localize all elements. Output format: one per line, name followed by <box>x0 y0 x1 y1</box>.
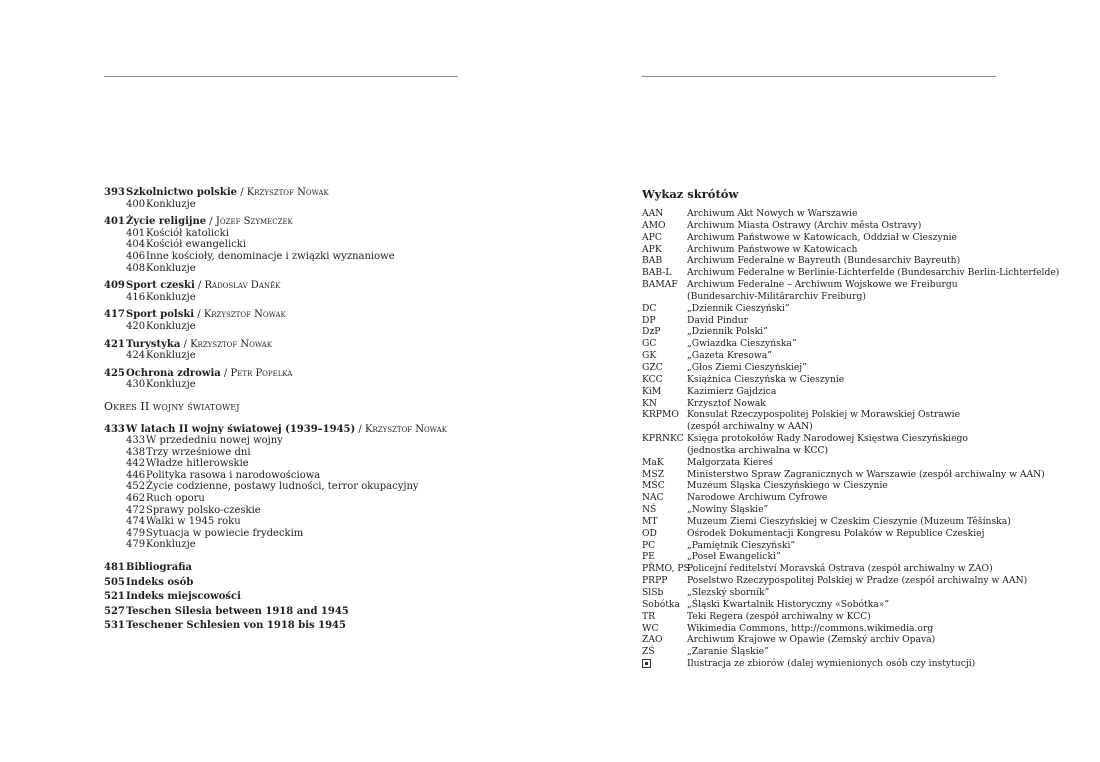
toc-subentry-title: Życie codzienne, postawy ludności, terror okupacyjny <box>146 481 419 493</box>
toc-subentry-title: Ruch oporu <box>146 493 205 505</box>
toc-subentry-page: 438 <box>126 446 146 458</box>
back-matter-title: Teschener Schlesien von 1918 bis 1945 <box>126 620 346 632</box>
abbr-code: KRPMO <box>642 409 679 421</box>
abbreviation-row <box>642 374 1012 386</box>
toc-entry-heading <box>104 368 494 380</box>
toc-subentry-page: 404 <box>126 239 146 251</box>
toc-author: Petr Popelka <box>230 367 293 379</box>
toc-subentry-page: 479 <box>126 527 146 539</box>
header-rule-left <box>104 76 458 77</box>
abbr-code: WC <box>642 622 659 634</box>
abbr-description: Narodowe Archiwum Cyfrowe <box>687 492 828 504</box>
abbr-description: „Pamiętnik Cieszyński” <box>687 539 796 551</box>
header-rule-right <box>642 76 996 77</box>
illustration-note-row <box>642 658 1012 671</box>
toc-subentry-page: 442 <box>126 458 146 470</box>
abbr-description: Ośrodek Dokumentacji Kongresu Polaków w Republice Czeskiej <box>687 527 985 539</box>
toc-subentry-title: W przededniu nowej wojny <box>146 435 283 447</box>
abbreviation-row <box>642 267 1060 279</box>
abbreviations-list <box>642 187 1060 671</box>
abbr-description: „Zaranie Śląskie” <box>687 646 769 658</box>
toc-subentry <box>104 263 494 275</box>
toc-subentry <box>104 481 494 493</box>
toc-subentry-title: Władze hitlerowskie <box>146 458 249 470</box>
toc-subentry-title: Sprawy polsko-czeskie <box>146 504 261 516</box>
toc-author: Krzysztof Nowak <box>203 309 286 321</box>
toc-title: Szkolnictwo polskie <box>126 187 238 198</box>
abbr-code: PRPP <box>642 575 668 587</box>
abbr-code <box>642 291 687 303</box>
toc-subentry <box>104 505 494 517</box>
toc-subentry <box>104 239 494 251</box>
toc-subentry-page: 424 <box>126 350 146 362</box>
toc-author: Radoslav Daněk <box>204 280 281 292</box>
toc-subentry <box>104 516 494 528</box>
abbreviations-title: Wykaz skrótów <box>642 187 739 201</box>
toc-subentry <box>104 470 494 482</box>
abbreviation-row <box>642 551 1012 563</box>
back-matter-item <box>104 605 494 620</box>
abbr-description: Poselstwo Rzeczypospolitej Polskiej w Pradze (zespół archiwalny w AAN) <box>687 575 1028 587</box>
framed-square-icon <box>642 659 651 668</box>
abbr-code: MT <box>642 515 658 527</box>
toc-separator: / <box>194 309 204 321</box>
abbr-description: „Dziennik Polski” <box>687 326 768 338</box>
abbr-code: OD <box>642 527 657 539</box>
abbr-description: „Slezský sborník” <box>687 587 770 598</box>
abbr-code: MSZ <box>642 468 665 480</box>
abbreviation-row <box>642 516 1012 528</box>
back-matter-item <box>104 619 494 634</box>
toc-entry-heading <box>104 280 494 292</box>
toc-subentry-title: Kościół ewangelicki <box>146 239 247 251</box>
toc-title: W latach II wojny światowej (1939–1945) <box>126 423 356 435</box>
toc-subentry <box>104 528 494 540</box>
toc-subentry-page: 401 <box>126 227 146 239</box>
abbreviation-row <box>642 623 1012 635</box>
toc-page-number: 421 <box>104 338 125 350</box>
toc-entry-heading <box>104 309 494 321</box>
toc-entry-heading <box>104 424 494 436</box>
toc-title-line <box>126 339 272 351</box>
toc-subentry-title: Konkluzje <box>146 262 196 274</box>
section-heading: Okres II wojny światowej <box>104 399 240 413</box>
abbr-code: Sobótka <box>642 598 680 610</box>
toc-page-number: 433 <box>104 423 125 435</box>
toc-title-line <box>126 216 293 228</box>
abbr-description: Kazimierz Gajdzica <box>687 385 777 397</box>
toc-title: Ochrona zdrowia <box>126 367 221 379</box>
toc-subentry-title: Trzy wrześniowe dni <box>146 446 251 458</box>
toc-entry-heading <box>104 187 494 199</box>
abbr-code: SlSb <box>642 587 664 598</box>
toc-entry <box>104 309 494 332</box>
abbr-description: Policejní ředitelství Moravská Ostrava (zespół archiwalny w ZAO) <box>687 563 993 575</box>
back-matter-list <box>104 561 494 634</box>
abbr-code: BAB <box>642 255 663 267</box>
abbr-description: „Gazeta Kresowa” <box>687 350 772 362</box>
toc-subentry-page: 420 <box>126 320 146 332</box>
toc-page-number: 481 <box>104 562 125 574</box>
abbr-description: Archiwum Akt Nowych w Warszawie <box>687 208 858 219</box>
abbr-code: GZC <box>642 361 663 373</box>
toc-subentry <box>104 447 494 459</box>
abbr-description: David Pindur <box>687 314 749 326</box>
abbreviation-row <box>642 315 1012 327</box>
abbr-code: APK <box>642 243 662 255</box>
back-matter-title: Teschen Silesia between 1918 and 1945 <box>126 605 349 617</box>
abbr-description: Archiwum Miasta Ostrawy (Archiv města Ostravy) <box>687 219 922 231</box>
abbr-code: PE <box>642 551 655 563</box>
abbr-description: Muzeum Ziemi Cieszyńskiej w Czeskim Cieszynie (Muzeum Těšínska) <box>687 515 1011 527</box>
toc-subentry-page: 408 <box>126 262 146 274</box>
abbr-description: Muzeum Śląska Cieszyńskiego w Cieszynie <box>687 480 888 492</box>
abbr-description: Konsulat Rzeczypospolitej Polskiej w Morawskiej Ostrawie <box>687 409 961 421</box>
abbr-code: DC <box>642 302 657 314</box>
abbr-code: AAN <box>642 208 664 219</box>
abbr-code: DzP <box>642 326 661 338</box>
abbr-code: ZŚ <box>642 646 655 658</box>
toc-subentry <box>104 458 494 470</box>
toc-subentry-page: 452 <box>126 481 146 493</box>
toc-title-line <box>126 187 329 199</box>
toc-title: Sport polski <box>126 309 195 321</box>
toc-page-number: 409 <box>104 280 125 292</box>
toc-subentry <box>104 539 494 551</box>
toc-subentry-page: 474 <box>126 516 146 528</box>
abbreviation-row <box>642 599 1012 611</box>
abbr-code: KPRNKC <box>642 433 684 445</box>
toc-subentry <box>104 292 494 304</box>
toc-title-line <box>126 368 292 380</box>
toc-separator: / <box>194 280 205 292</box>
toc-subentry-title: Konkluzje <box>146 539 196 551</box>
toc-separator: / <box>355 423 365 435</box>
abbr-description: (jednostka archiwalna w KCC) <box>687 444 829 456</box>
toc-entry <box>104 280 494 303</box>
abbr-description: Książnica Cieszyńska w Cieszynie <box>687 373 845 385</box>
toc-subentry-title: Konkluzje <box>146 291 196 303</box>
abbr-description: (zespół archiwalny w AAN) <box>687 421 813 433</box>
toc-subentry <box>104 251 494 263</box>
abbr-code: MŚC <box>642 480 665 492</box>
abbreviation-row <box>642 563 1012 575</box>
abbreviation-row <box>642 575 1028 587</box>
abbreviation-row <box>642 611 1012 623</box>
back-matter-item <box>104 561 494 576</box>
abbreviation-row <box>642 587 1012 599</box>
toc-title-line <box>126 309 286 321</box>
abbreviation-row <box>642 279 1012 291</box>
toc-separator: / <box>180 338 191 350</box>
toc-subentry-title: Konkluzje <box>146 198 196 210</box>
abbr-description: „Głos Ziemi Cieszyńskiej” <box>687 361 807 373</box>
abbr-description: Ministerstwo Spraw Zagranicznych w Warszawie (zespół archiwalny w AAN) <box>687 468 1045 480</box>
abbr-code: KCC <box>642 373 663 385</box>
abbr-code: NŚ <box>642 504 657 516</box>
toc-subentry-page: 479 <box>126 539 146 551</box>
abbr-description: (Bundesarchiv-Militärarchiv Freiburg) <box>687 290 866 302</box>
abbreviation-row <box>642 504 1012 516</box>
toc-entry <box>104 216 494 274</box>
abbr-code: NAC <box>642 492 664 504</box>
toc-page-number: 401 <box>104 216 125 228</box>
toc-separator: / <box>237 187 247 198</box>
abbreviation-row <box>642 433 1012 445</box>
abbreviation-row <box>642 634 1012 646</box>
toc-page-number: 393 <box>104 187 125 198</box>
toc-author: Krzysztof Nowak <box>364 423 447 435</box>
abbr-description: „Gwiazdka Cieszyńska” <box>687 338 797 350</box>
abbreviation-row <box>642 220 1012 232</box>
abbr-code: DP <box>642 314 656 326</box>
toc-subentry-title: Sytuacja w powiecie frydeckim <box>146 527 304 539</box>
abbr-code: MaK <box>642 456 664 468</box>
abbreviation-row <box>642 398 1012 410</box>
abbreviation-row <box>642 646 1012 658</box>
abbr-code: PC <box>642 539 656 551</box>
toc-subentry-page: 430 <box>126 379 146 391</box>
abbreviation-row <box>642 492 1012 504</box>
toc-title-line <box>126 280 280 292</box>
toc-page-number: 417 <box>104 309 125 321</box>
abbr-description: Księga protokołów Rady Narodowej Księstwa Cieszyńskiego <box>687 433 968 445</box>
toc-subentry-page: 416 <box>126 291 146 303</box>
abbr-code: PŘMO, PS <box>642 563 690 575</box>
toc-page-number: 531 <box>104 620 125 632</box>
abbreviation-row <box>642 468 1045 481</box>
abbreviation-row <box>642 421 1012 433</box>
abbreviation-row <box>642 540 1012 552</box>
toc-subentry <box>104 435 494 447</box>
abbr-code: BAB-L <box>642 267 672 279</box>
abbr-description: Małgorzata Kiereś <box>687 456 773 468</box>
abbreviation-row <box>642 409 1012 421</box>
abbr-code: KN <box>642 397 657 409</box>
toc-subentry-title: Inne kościoły, denominacje i związki wyznaniowe <box>146 250 395 262</box>
abbr-description: Ilustracja ze zbiorów (dalej wymienionych osób czy instytucji) <box>687 658 976 670</box>
toc-title: Życie religijne <box>126 216 207 228</box>
abbr-description: „Śląski Kwartalnik Historyczny «Sobótka»” <box>687 598 890 610</box>
abbr-code <box>642 421 687 433</box>
abbreviations-rows <box>642 208 1060 658</box>
abbreviation-row <box>642 338 1012 350</box>
toc-subentry <box>104 321 494 333</box>
toc-entry <box>104 339 494 362</box>
abbreviation-row <box>642 528 1012 540</box>
abbr-description: Archiwum Federalne – Archiwum Wojskowe we Freiburgu <box>687 279 958 291</box>
abbr-description: Archiwum Państwowe w Katowicach <box>687 243 858 255</box>
toc-entries-group <box>104 187 494 391</box>
abbreviation-row <box>642 291 1012 303</box>
toc-separator: / <box>206 216 216 228</box>
toc-subentry <box>104 379 494 391</box>
abbr-description: „Poseł Ewangelicki” <box>687 551 781 563</box>
toc-page-number: 425 <box>104 367 125 379</box>
abbr-description: „Dziennik Cieszyński” <box>687 302 790 314</box>
abbreviation-row <box>642 303 1012 315</box>
table-of-contents <box>104 187 494 634</box>
abbr-code: AMO <box>642 219 666 231</box>
toc-subentry-title: Konkluzje <box>146 320 196 332</box>
toc-author: Krzysztof Nowak <box>246 187 329 198</box>
abbr-description: Wikimedia Commons, http://commons.wikimedia.org <box>687 622 934 634</box>
toc-entry-heading <box>104 339 494 351</box>
abbr-code: ZAO <box>642 634 663 646</box>
toc-subentry-title: Walki w 1945 roku <box>146 516 241 528</box>
toc-subentry-page: 400 <box>126 198 146 210</box>
toc-entry <box>104 368 494 391</box>
toc-page-number: 505 <box>104 576 125 588</box>
abbr-description: Archiwum Federalne w Bayreuth (Bundesarchiv Bayreuth) <box>687 255 961 267</box>
toc-entry-heading <box>104 216 494 228</box>
abbreviation-row <box>642 457 1012 469</box>
abbr-description: Archiwum Federalne w Berlinie-Lichterfelde (Bundesarchiv Berlin-Lichterfelde) <box>687 267 1060 279</box>
abbr-code: GK <box>642 350 657 362</box>
abbreviation-row <box>642 386 1012 398</box>
abbreviation-row <box>642 326 1012 338</box>
toc-subentry-page: 406 <box>126 250 146 262</box>
toc-subentry <box>104 199 494 211</box>
toc-subentry <box>104 228 494 240</box>
back-matter-title: Indeks miejscowości <box>126 591 241 603</box>
toc-author: Józef Szymeczek <box>215 216 293 228</box>
toc-entries-group <box>104 424 494 552</box>
back-matter-title: Bibliografia <box>126 562 193 574</box>
abbreviation-row <box>642 232 1012 244</box>
toc-entry <box>104 187 494 210</box>
abbreviation-row <box>642 244 1012 256</box>
toc-title: Turystyka <box>126 338 181 350</box>
abbr-code: BAMAF <box>642 279 678 291</box>
back-matter-item <box>104 576 494 591</box>
toc-title-line <box>126 424 447 436</box>
toc-page-number: 521 <box>104 591 125 603</box>
toc-subentry <box>104 493 494 505</box>
abbr-description: Teki Regera (zespół archiwalny w KCC) <box>687 610 871 622</box>
toc-title: Sport czeski <box>126 280 195 292</box>
toc-subentry-title: Polityka rasowa i narodowościowa <box>146 469 321 481</box>
abbreviation-row <box>642 255 1012 267</box>
abbr-code <box>642 658 687 671</box>
abbr-description: Archiwum Krajowe w Opawie (Zemský archiv Opava) <box>687 634 936 646</box>
abbr-code: TR <box>642 610 656 622</box>
back-matter-item <box>104 590 494 605</box>
toc-subentry-title: Kościół katolicki <box>146 227 229 239</box>
abbr-description: „Nowiny Śląskie” <box>687 504 769 516</box>
abbr-code: GC <box>642 338 657 350</box>
abbreviation-row <box>642 362 1012 374</box>
toc-entry <box>104 424 494 552</box>
toc-subentry <box>104 350 494 362</box>
abbr-description: Krzysztof Nowak <box>687 397 766 409</box>
abbr-code: KiM <box>642 385 662 397</box>
abbreviation-row <box>642 445 1012 457</box>
abbr-code: APC <box>642 231 662 243</box>
abbr-description: Archiwum Państwowe w Katowicach, Oddział w Cieszynie <box>687 231 957 243</box>
toc-subentry-page: 462 <box>126 493 146 505</box>
toc-author: Krzysztof Nowak <box>190 338 273 350</box>
abbreviation-row <box>642 350 1012 362</box>
toc-subentry-title: Konkluzje <box>146 350 196 362</box>
abbreviation-row <box>642 208 1012 220</box>
toc-subentry-page: 472 <box>126 504 146 516</box>
toc-subentry-title: Konkluzje <box>146 379 196 391</box>
abbreviation-row <box>642 480 1012 492</box>
toc-page-number: 527 <box>104 605 125 617</box>
back-matter-title: Indeks osób <box>126 576 194 588</box>
abbr-code <box>642 445 687 457</box>
toc-subentry-page: 433 <box>126 435 146 447</box>
toc-subentry-page: 446 <box>126 469 146 481</box>
toc-separator: / <box>220 367 231 379</box>
